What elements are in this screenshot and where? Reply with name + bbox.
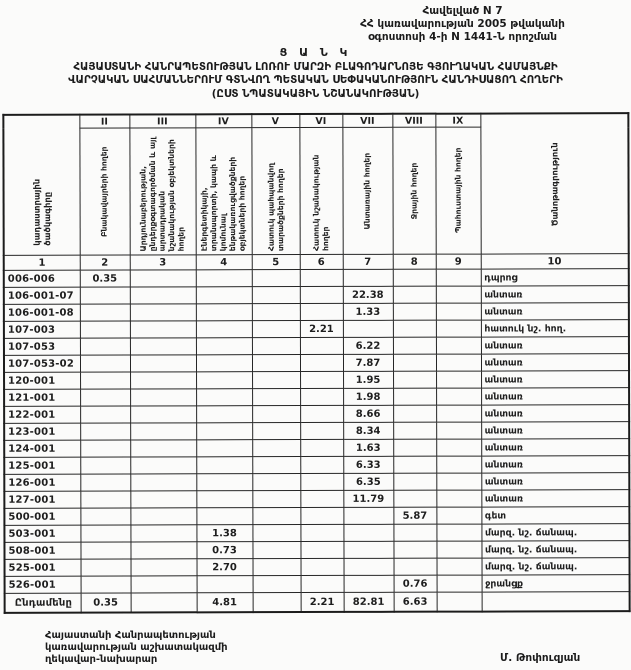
area-value: 4.81 <box>197 593 253 613</box>
area-value: 2.21 <box>301 592 344 612</box>
issuer-line-2: կառավարության աշխատակազմի <box>45 642 228 653</box>
area-value <box>80 457 130 474</box>
parcel-note: անտառ <box>481 354 629 371</box>
roman-numeral-IX: IX <box>435 114 480 128</box>
area-value <box>130 338 196 355</box>
area-value <box>393 541 436 558</box>
document-subtitle-line-2: ՎԱՐՉԱԿԱՆ ՍԱՀՄԱՆՆԵՐՈՒՄ ԳՏՆՎՈՂ ՊԵՏԱԿԱՆ ՍԵՓԱԿԱՆՈՒԹՅՈՒՆ ՀԱՆԴԻՍԱՑՈՂ ՀՈՂԵՐԻ <box>68 74 563 87</box>
area-value <box>130 389 196 406</box>
area-value <box>393 303 436 320</box>
area-value <box>130 491 196 508</box>
area-value <box>436 388 481 405</box>
area-value <box>301 558 344 575</box>
area-value <box>252 304 300 321</box>
header-numbers-row <box>4 254 629 271</box>
area-value <box>393 405 436 422</box>
area-value <box>436 473 481 490</box>
area-value <box>393 371 436 388</box>
parcel-code: 121-001 <box>4 389 80 406</box>
area-value <box>436 405 481 422</box>
area-value <box>393 490 436 507</box>
rotated-header-text: Հատուկ պահպանվող տարածքների հողեր <box>265 162 285 252</box>
parcel-note: անտառ <box>481 388 629 405</box>
column-number-7: 7 <box>343 254 393 269</box>
area-value <box>252 474 300 491</box>
area-value <box>252 355 300 372</box>
table-row <box>4 473 629 492</box>
area-value: 0.76 <box>394 575 437 592</box>
area-value <box>252 440 300 457</box>
parcel-note: մարզ. նշ. ճանապ. <box>481 524 629 541</box>
area-value: 7.87 <box>343 354 393 371</box>
area-value <box>253 593 301 613</box>
annex-line-1: Հավելված N 7 <box>422 5 503 17</box>
area-value <box>196 389 252 406</box>
area-value: 8.34 <box>343 422 393 439</box>
area-value <box>436 507 481 524</box>
document-subtitle-line-3: (ԸՍՏ ՆՊԱՏԱԿԱՅԻՆ ՆՇԱՆԱԿՈՒԹՅԱՆ) <box>211 87 420 100</box>
area-value: 11.79 <box>343 490 393 507</box>
area-value <box>80 423 130 440</box>
parcel-code: 125-001 <box>4 457 80 474</box>
column-number-10: 10 <box>481 254 629 269</box>
area-value <box>343 524 393 541</box>
table-row <box>4 354 629 373</box>
area-value <box>300 388 343 405</box>
rotated-header-col-7 <box>342 127 392 254</box>
table-row <box>4 405 629 424</box>
area-value <box>131 593 197 613</box>
area-value <box>197 576 253 593</box>
area-value: 22.38 <box>343 286 393 303</box>
area-value <box>80 474 130 491</box>
area-value <box>300 439 343 456</box>
table-header <box>3 113 628 270</box>
area-value <box>393 422 436 439</box>
area-value <box>252 457 300 474</box>
area-value <box>343 269 393 286</box>
rotated-header-col-8 <box>392 127 435 254</box>
table-body <box>4 269 630 613</box>
area-value <box>196 491 252 508</box>
area-value <box>130 270 196 287</box>
area-value <box>130 508 196 525</box>
total-label: Ընդամենը <box>5 593 81 613</box>
area-value <box>393 269 436 286</box>
area-value <box>81 559 131 576</box>
table-row <box>4 490 629 509</box>
area-value <box>196 338 252 355</box>
area-value: 1.38 <box>196 525 252 542</box>
parcel-code: 107-003 <box>4 321 80 338</box>
parcel-code: 106-001-07 <box>4 287 80 304</box>
area-value <box>196 304 252 321</box>
area-value <box>253 559 301 576</box>
area-value <box>437 558 482 575</box>
parcel-note: մարզ. նշ. ճանապ. <box>481 541 629 558</box>
area-value <box>300 269 343 286</box>
area-value <box>130 304 196 321</box>
area-value <box>300 473 343 490</box>
area-value <box>436 337 481 354</box>
rotated-header-text: Արդյունաբերության, ընդերքօգտագործման և այլ արտադրական նշանակության օբյեկտների հողեր <box>138 137 186 252</box>
area-value <box>80 287 130 304</box>
rotated-header-col-2 <box>79 128 129 255</box>
table-row <box>4 303 629 322</box>
column-number-1: 1 <box>4 255 80 270</box>
area-value <box>300 286 343 303</box>
parcel-code: 123-001 <box>4 423 80 440</box>
parcel-note: անտառ <box>481 439 629 456</box>
roman-numeral-III: III <box>129 114 195 128</box>
area-value: 6.22 <box>343 337 393 354</box>
parcel-code: 107-053-02 <box>4 355 80 372</box>
document-title: Ց Ա Ն Կ <box>279 46 352 59</box>
area-value: 6.35 <box>343 473 393 490</box>
table-row <box>4 541 629 560</box>
area-value <box>436 439 481 456</box>
area-value <box>436 354 481 371</box>
rotated-header-text: Անտառային հողեր <box>362 152 372 230</box>
column-number-3: 3 <box>130 255 196 270</box>
area-value <box>130 372 196 389</box>
table-row <box>4 371 629 390</box>
table-row <box>4 337 629 356</box>
area-value <box>436 456 481 473</box>
area-value <box>300 422 343 439</box>
rotated-header-col-5 <box>251 128 299 255</box>
area-value <box>252 542 300 559</box>
area-value: 2.70 <box>197 559 253 576</box>
area-value <box>130 321 196 338</box>
parcel-note <box>482 592 630 612</box>
area-value: 5.87 <box>393 507 436 524</box>
area-value <box>437 575 482 592</box>
area-value <box>130 440 196 457</box>
area-value <box>196 321 252 338</box>
annex-reference-block <box>300 5 625 44</box>
area-value <box>81 576 131 593</box>
table-row <box>4 439 629 458</box>
issuer-block <box>45 630 228 666</box>
rotated-header-text: Ջրային հողեր <box>409 162 419 220</box>
column-number-2: 2 <box>80 255 130 270</box>
parcel-code: 124-001 <box>4 440 80 457</box>
document-subtitle-line-1: ՀԱՅԱՍՏԱՆԻ ՀԱՆՐԱՊԵՏՈՒԹՅԱՆ ԼՈՌՈՒ ՄԱՐԶԻ ԲԼԱԳՈԴԱՐՆՈՅԵ ԳՅՈՒՂԱԿԱՆ ՀԱՄԱՅՆՔԻ <box>73 61 558 73</box>
area-value <box>196 406 252 423</box>
area-value <box>196 508 252 525</box>
parcel-code: 525-001 <box>5 559 81 576</box>
parcel-note: դպրոց <box>481 269 629 286</box>
table-row <box>4 456 629 475</box>
area-value: 0.35 <box>81 593 131 613</box>
area-value <box>130 287 196 304</box>
parcel-note: անտառ <box>481 405 629 422</box>
parcel-note: անտառ <box>481 303 629 320</box>
parcel-code: 503-001 <box>4 525 80 542</box>
area-value <box>196 287 252 304</box>
parcel-note: անտառ <box>481 473 629 490</box>
area-value <box>252 287 300 304</box>
parcel-note: հատուկ նշ. հող. <box>481 320 629 337</box>
area-value <box>196 440 252 457</box>
area-value <box>393 286 436 303</box>
parcel-code: 106-001-08 <box>4 304 80 321</box>
parcel-code: 126-001 <box>4 474 80 491</box>
roman-numeral-V: V <box>251 114 299 128</box>
area-value <box>80 491 130 508</box>
area-value: 6.33 <box>343 456 393 473</box>
area-value <box>300 456 343 473</box>
area-value <box>252 508 300 525</box>
parcel-code: 127-001 <box>4 491 80 508</box>
table-row <box>4 320 629 339</box>
area-value <box>196 457 252 474</box>
area-value: 1.33 <box>343 303 393 320</box>
area-value <box>300 541 343 558</box>
roman-numeral-IV: IV <box>195 114 251 128</box>
area-value <box>393 473 436 490</box>
area-value: 6.63 <box>394 592 437 612</box>
table-row <box>4 286 629 305</box>
area-value <box>80 372 130 389</box>
roman-numeral-VI: VI <box>299 114 342 128</box>
parcel-code: 120-001 <box>4 372 80 389</box>
rotated-header-text: Բնակավայրերի հողեր <box>99 146 109 237</box>
area-value <box>436 303 481 320</box>
area-value <box>80 525 130 542</box>
area-value <box>196 423 252 440</box>
parcel-note: անտառ <box>481 490 629 507</box>
col-note-header <box>480 113 628 254</box>
area-value <box>253 576 301 593</box>
table-row <box>4 507 629 526</box>
parcel-note: անտառ <box>481 337 629 354</box>
parcel-note: անտառ <box>481 286 629 303</box>
area-value <box>80 542 130 559</box>
total-row <box>5 592 630 613</box>
rotated-header-text: Հատուկ նշանակության հողեր <box>311 154 331 252</box>
area-value <box>343 507 393 524</box>
land-parcels-table <box>2 112 630 614</box>
area-value <box>130 406 196 423</box>
table-row <box>5 575 630 594</box>
area-value <box>300 507 343 524</box>
area-value <box>196 474 252 491</box>
area-value <box>130 355 196 372</box>
area-value <box>252 372 300 389</box>
area-value <box>300 490 343 507</box>
area-value <box>393 320 436 337</box>
area-value <box>131 559 197 576</box>
area-value <box>130 542 196 559</box>
area-value <box>80 355 130 372</box>
area-value <box>300 524 343 541</box>
rotated-header-col-3 <box>129 128 195 255</box>
area-value <box>436 269 481 286</box>
area-value <box>196 355 252 372</box>
parcel-note: անտառ <box>481 456 629 473</box>
area-value <box>80 389 130 406</box>
area-value <box>344 558 394 575</box>
area-value <box>393 337 436 354</box>
area-value <box>393 439 436 456</box>
document-title-block <box>0 46 631 101</box>
area-value <box>437 592 482 612</box>
area-value: 0.35 <box>80 270 130 287</box>
area-value: 2.21 <box>300 320 343 337</box>
rotated-header-text: Էներգետիկայի, տրանսպորտի, կապի և կոմունալ ենթակառուցվածքների օբյեկտների հողեր <box>199 155 247 252</box>
area-value <box>393 524 436 541</box>
roman-numeral-VIII: VIII <box>392 114 435 128</box>
parcel-code: 006-006 <box>4 270 80 287</box>
area-value <box>130 423 196 440</box>
area-value: 1.98 <box>343 388 393 405</box>
cadastral-code-label: կադաստրային ծածկագիրը <box>31 178 52 246</box>
area-value <box>300 405 343 422</box>
area-value <box>300 371 343 388</box>
parcel-note: ջրանցք <box>482 575 630 592</box>
area-value <box>252 423 300 440</box>
area-value <box>344 575 394 592</box>
area-value: 82.81 <box>344 592 394 612</box>
issuer-line-1: Հայաստանի Հանրապետության <box>45 630 216 641</box>
area-value <box>393 456 436 473</box>
rotated-header-text: Պահուստային հողեր <box>453 147 463 234</box>
rotated-header-col-9 <box>435 127 480 254</box>
signature-name: Մ. Թոփուզյան <box>500 652 581 664</box>
area-value <box>196 270 252 287</box>
table-row <box>4 269 629 288</box>
area-value: 0.73 <box>196 542 252 559</box>
area-value <box>130 525 196 542</box>
column-number-9: 9 <box>436 254 481 269</box>
area-value <box>300 337 343 354</box>
parcel-code: 122-001 <box>4 406 80 423</box>
parcel-code: 107-053 <box>4 338 80 355</box>
column-number-8: 8 <box>393 254 436 269</box>
area-value <box>252 491 300 508</box>
col-cadastral-code-header <box>3 115 79 256</box>
area-value <box>80 304 130 321</box>
parcel-note: մարզ. նշ. ճանապ. <box>482 558 630 575</box>
rotated-header-col-4 <box>195 128 251 255</box>
area-value <box>130 474 196 491</box>
area-value <box>436 320 481 337</box>
area-value <box>436 286 481 303</box>
column-number-6: 6 <box>300 254 343 269</box>
issuer-line-3: ղեկավար-նախարար <box>45 654 158 665</box>
area-value <box>343 541 393 558</box>
area-value <box>131 576 197 593</box>
area-value <box>252 338 300 355</box>
area-value <box>130 457 196 474</box>
table-row <box>5 558 630 577</box>
table-row <box>4 524 629 543</box>
area-value <box>300 354 343 371</box>
area-value <box>300 303 343 320</box>
note-label: Ծանոթագրություն <box>548 141 560 226</box>
area-value <box>393 354 436 371</box>
annex-line-3: օգոստոսի 4-ի N 1441-Ն որոշման <box>367 31 558 44</box>
table-row <box>4 422 629 441</box>
area-value <box>436 524 481 541</box>
area-value <box>252 321 300 338</box>
parcel-note: գետ <box>481 507 629 524</box>
header-roman-row <box>3 113 628 128</box>
area-value <box>80 508 130 525</box>
area-value <box>80 406 130 423</box>
area-value <box>252 270 300 287</box>
area-value: 1.63 <box>343 439 393 456</box>
area-value <box>252 389 300 406</box>
column-number-5: 5 <box>252 255 300 270</box>
roman-numeral-VII: VII <box>342 114 392 128</box>
area-value <box>301 575 344 592</box>
area-value <box>252 406 300 423</box>
area-value <box>80 321 130 338</box>
area-value <box>80 338 130 355</box>
area-value <box>436 422 481 439</box>
area-value <box>196 372 252 389</box>
area-value <box>394 558 437 575</box>
area-value <box>436 371 481 388</box>
area-value: 1.95 <box>343 371 393 388</box>
area-value <box>436 541 481 558</box>
parcel-note: անտառ <box>481 371 629 388</box>
parcel-note: անտառ <box>481 422 629 439</box>
rotated-header-col-6 <box>299 127 342 254</box>
area-value <box>393 388 436 405</box>
area-value <box>343 320 393 337</box>
area-value <box>80 440 130 457</box>
area-value: 8.66 <box>343 405 393 422</box>
area-value <box>252 525 300 542</box>
area-value <box>436 490 481 507</box>
parcel-code: 508-001 <box>4 542 80 559</box>
parcel-code: 500-001 <box>4 508 80 525</box>
annex-line-2: ՀՀ կառավարության 2005 թվականի <box>360 18 565 31</box>
parcel-code: 526-001 <box>5 576 81 593</box>
table-row <box>4 388 629 407</box>
roman-numeral-II: II <box>79 114 129 128</box>
column-number-4: 4 <box>196 255 252 270</box>
